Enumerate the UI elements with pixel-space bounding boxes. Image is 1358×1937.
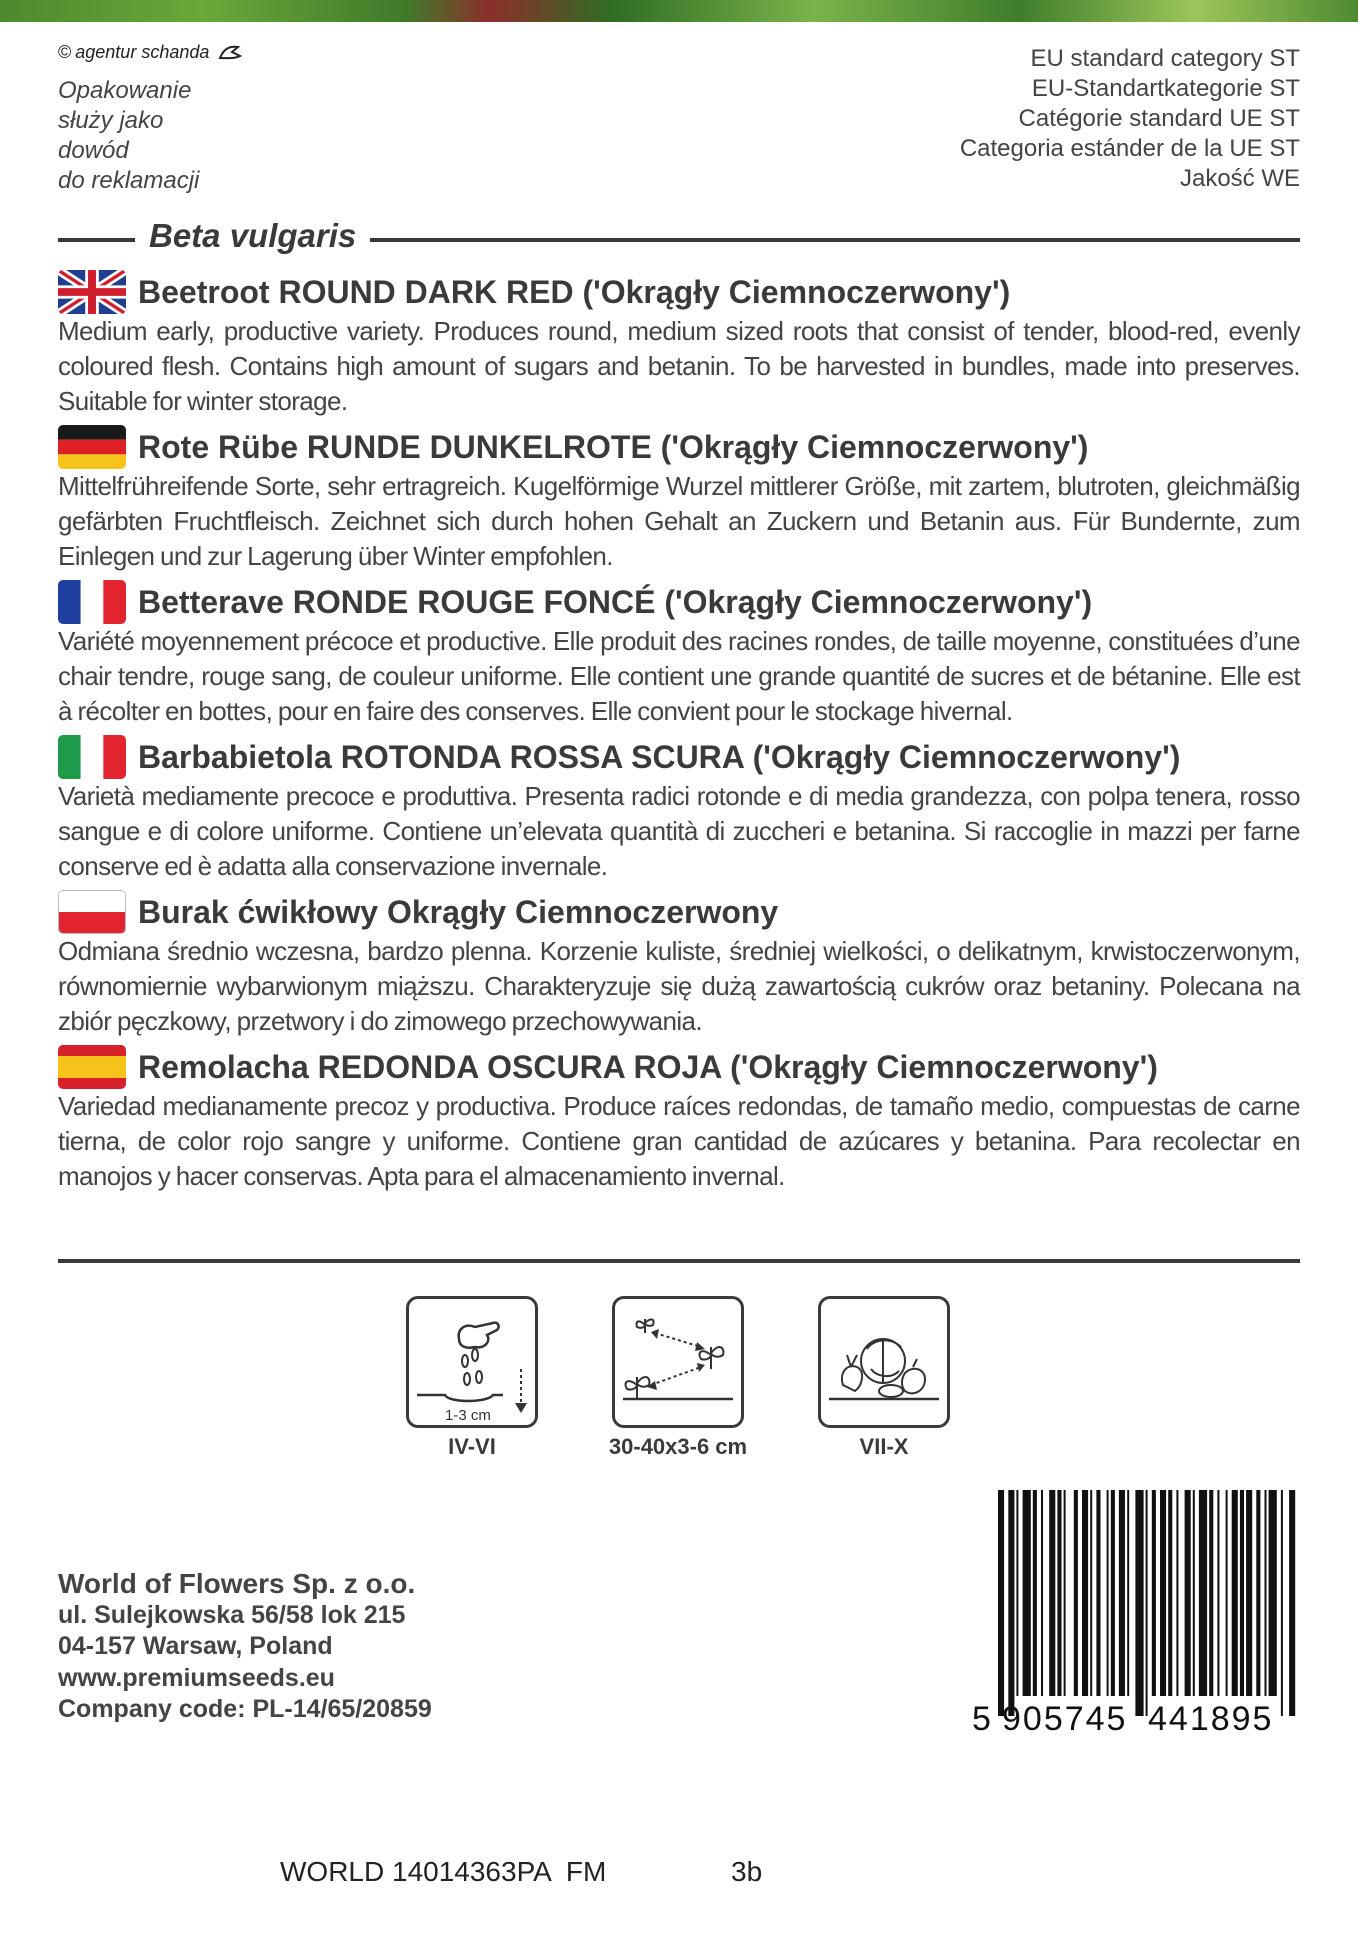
section-description: Variété moyennement précoce et productive. Elle produit des racines rondes, de taille moyenne, constituées d’une chair tendre, rouge sang, de couleur uniforme. Elle contient une grande quantité de sucres et de bétanine. Elle est à récolter en bottes, pour en faire des conserves. Elle convient pour le stockage hivernal.: [58, 626, 1300, 726]
eu-category-line: Jakość WE: [1179, 165, 1300, 192]
barcode-bar: [1256, 1490, 1260, 1696]
company-address: [58, 1568, 432, 1726]
italy-flag-icon: [58, 735, 126, 779]
section-description: Odmiana średnio wczesna, bardzo plenna. Korzenie kuliste, średniej wielkości, o delikatnym, krwistoczerwonym, równomiernie wybarwionym miąższu. Charakteryzuje się dużą zawartością cukrów oraz betaniny. Polecana na zbiór pęczkowy, przetwory i do zimowego przechowywania.: [58, 936, 1300, 1036]
barcode-bar: [1193, 1490, 1195, 1696]
eu-standard-category: [960, 44, 1300, 194]
sowing-depth-label: 1-3 cm: [445, 1407, 491, 1424]
variety-descriptions: [58, 270, 1300, 1200]
claim-line: dowód: [58, 137, 129, 164]
section-french: [58, 580, 1300, 729]
barcode-bar: [1064, 1490, 1066, 1696]
poland-flag-icon: [58, 890, 126, 934]
section-description: Varietà mediamente precoce e produttiva. Presenta radici rotonde e di media grandezza, con polpa tenera, rosso sangue e di colore uniforme. Contiene un’elevata quantità di zuccheri e betanina. Si raccoglie in mazzi per farne conserve ed è adatta alla conservazione invernale.: [58, 781, 1300, 881]
barcode-bar: [1111, 1490, 1115, 1696]
barcode-digit-first: 5: [972, 1700, 991, 1738]
barcode-bar: [1016, 1490, 1018, 1696]
section-title: Beetroot ROUND DARK RED ('Okrągły Ciemnoczerwony'): [138, 273, 1011, 310]
sowing-period-label: IV-VI: [448, 1434, 496, 1459]
company-name: World of Flowers Sp. z o.o.: [58, 1568, 416, 1599]
barcode-bar: [1160, 1490, 1166, 1696]
barcode-bar: [1176, 1490, 1178, 1696]
section-polish: [58, 890, 1300, 1039]
barcode-bar: [1033, 1490, 1037, 1696]
section-italian: [58, 735, 1300, 884]
barcode-digits-right: 441895: [1148, 1700, 1274, 1738]
street-address: ul. Sulejkowska 56/58 lok 215: [58, 1600, 406, 1629]
section-title: Barbabietola ROTONDA ROSSA SCURA ('Okrągły Ciemnoczerwony'): [138, 738, 1181, 775]
eu-category-line: EU-Standartkategorie ST: [1031, 75, 1300, 102]
barcode-bar: [1226, 1490, 1228, 1696]
cultivation-icons: [406, 1296, 952, 1466]
company-code: Company code: PL-14/65/20859: [58, 1695, 432, 1723]
city-address: 04-157 Warsaw, Poland: [58, 1632, 333, 1660]
harvest-period-label: VII-X: [859, 1434, 909, 1459]
spacing-icon: [612, 1296, 744, 1428]
barcode-digits-left: 905745: [1002, 1700, 1128, 1738]
barcode-bar: [1152, 1490, 1156, 1696]
barcode-bar: [1168, 1490, 1172, 1696]
section-title: Burak ćwikłowy Okrągły Ciemnoczerwony: [138, 893, 779, 930]
agency-logo-icon: [218, 44, 242, 60]
copyright-notice: [58, 42, 242, 63]
barcode-bar: [1269, 1490, 1277, 1696]
barcode-bar: [1057, 1490, 1061, 1696]
spain-flag-icon: [58, 1045, 126, 1089]
section-english: [58, 270, 1300, 419]
barcode-bar: [1008, 1490, 1014, 1716]
eu-category-line: EU standard category ST: [1030, 45, 1300, 72]
print-code: WORLD 14014363PA FM: [280, 1856, 607, 1887]
section-title: Betterave RONDE ROUGE FONCÉ ('Okrągły Ciemnoczerwony'): [138, 583, 1093, 620]
website-link[interactable]: www.premiumseeds.eu: [58, 1663, 335, 1692]
barcode-bar: [1265, 1490, 1267, 1696]
barcode-bar: [1246, 1490, 1252, 1696]
barcode-bar: [1209, 1490, 1213, 1696]
barcode-bar: [1074, 1490, 1078, 1696]
copyright-text: agentur schanda: [75, 42, 210, 62]
barcode-bar: [1289, 1490, 1295, 1716]
barcode-bar: [1090, 1490, 1092, 1696]
section-spanish: [58, 1045, 1300, 1194]
barcode-bar: [1041, 1490, 1043, 1696]
barcode-bar: [1119, 1490, 1125, 1696]
eu-category-line: Categoria estánder de la UE ST: [959, 135, 1300, 162]
barcode-bar: [1199, 1490, 1207, 1696]
barcode-bar: [1135, 1490, 1143, 1716]
complaint-proof-note: [58, 76, 199, 196]
barcode-bar: [1146, 1490, 1148, 1716]
uk-flag-icon: [58, 270, 126, 314]
france-flag-icon: [58, 580, 126, 624]
germany-flag-icon: [58, 425, 126, 469]
section-description: Medium early, productive variety. Produces round, medium sized roots that consist of tender, blood-red, evenly coloured flesh. Contains high amount of sugars and betanin. To be harvested in bundles, made into preserves. Suitable for winter storage.: [58, 316, 1300, 416]
barcode-bar: [1096, 1490, 1100, 1696]
section-title: Remolacha REDONDA OSCURA ROJA ('Okrągły Ciemnoczerwony'): [138, 1048, 1158, 1085]
eu-category-line: Catégorie standard UE ST: [1018, 105, 1300, 132]
section-description: Variedad medianamente precoz y productiva. Produce raíces redondas, de tamaño medio, compuestas de carne tierna, de color rojo sangre y uniforme. Contiene gran cantidad de azúcares y betanina. Para recolectar en manojos y hacer conservas. Apta para el almacenamiento invernal.: [58, 1091, 1300, 1191]
section-divider: [58, 1259, 1300, 1263]
claim-line: do reklamacji: [58, 167, 200, 194]
barcode-bar: [1023, 1490, 1031, 1696]
latin-name: Beta vulgaris: [135, 217, 370, 255]
barcode-bar: [1082, 1490, 1088, 1696]
claim-line: służy jako: [58, 107, 164, 134]
section-german: [58, 425, 1300, 574]
section-title: Rote Rübe RUNDE DUNKELROTE ('Okrągły Ciemnoczerwony'): [138, 428, 1089, 465]
print-sheet: 3b: [731, 1856, 763, 1887]
ean-barcode: [966, 1488, 1306, 1738]
barcode-bar: [1232, 1490, 1238, 1696]
barcode-bar: [998, 1490, 1004, 1716]
barcode-bar: [1049, 1490, 1055, 1696]
spacing-label: 30-40x3-6 cm: [608, 1434, 748, 1459]
sowing-icon: [406, 1296, 538, 1428]
barcode-bar: [1240, 1490, 1244, 1696]
barcode-bar: [1107, 1490, 1109, 1696]
barcode-bar: [1281, 1490, 1283, 1716]
claim-line: Opakowanie: [58, 77, 192, 104]
section-description: Mittelfrühreifende Sorte, sehr ertragreich. Kugelförmige Wurzel mittlerer Größe, mit zartem, blutroten, gleichmäßig gefärbten Fruchtfleisch. Zeichnet sich durch hohen Gehalt an Zuckern und Betanin aus. Für Bundernte, zum Einlegen und zur Lagerung über Winter empfohlen.: [58, 471, 1300, 571]
top-photo-strip: [0, 0, 1358, 22]
barcode-bar: [1217, 1490, 1219, 1696]
harvest-icon: [818, 1296, 950, 1428]
barcode-bar: [1185, 1490, 1191, 1696]
barcode-bar: [1127, 1490, 1129, 1696]
copyright-symbol: ©: [58, 42, 72, 62]
